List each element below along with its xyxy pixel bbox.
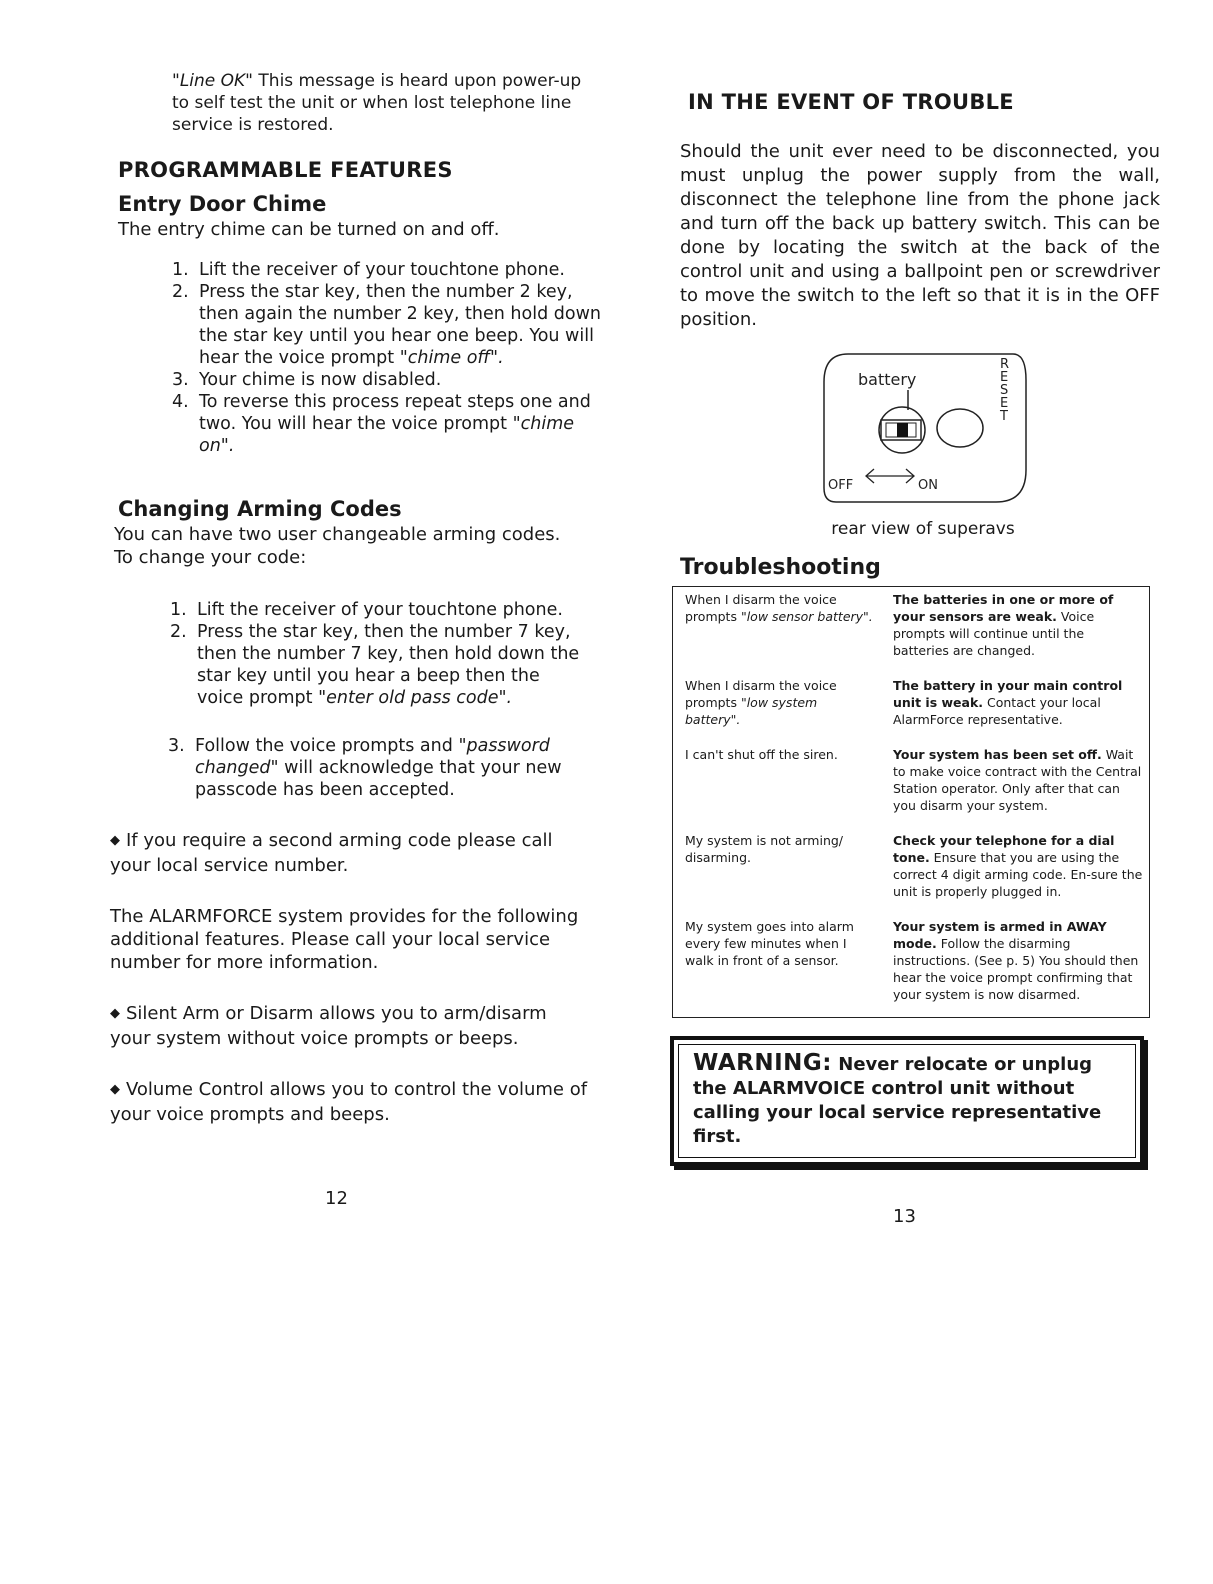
solution-cell: Check your telephone for a dial tone. Ensure that you are using the correct 4 digit arming code. En-sure the unit is properly plugged in. <box>893 833 1143 899</box>
problem-cell: My system is not arming/ disarming. <box>685 833 844 865</box>
disconnect-instructions: Should the unit ever need to be disconnected, you must unplug the power supply from the wall, disconnect the telephone line from the phone jack and turn off the back up battery switch. This can be done by locating the switch at the back of the control unit and using a ballpoint pen or screwdriver to move the switch to the left so that it is in the OFF position. <box>680 141 1160 330</box>
codes-step: 2. Press the star key, then the number 7 key, then the number 7 key, then hold down the star key until you hear a beep then the voice prompt "enter old pass code". <box>170 622 580 708</box>
codes-description: You can have two user changeable arming codes. To change your code: <box>114 524 561 568</box>
diagram-caption: rear view of superavs <box>831 519 1015 539</box>
event-of-trouble-heading: IN THE EVENT OF TROUBLE <box>688 90 1014 114</box>
right-page <box>680 90 1160 1166</box>
problem-cell: I can't shut off the siren. <box>685 747 838 762</box>
table-row <box>673 587 1150 674</box>
changing-arming-codes-heading: Changing Arming Codes <box>118 497 402 521</box>
warning-label: WARNING: <box>693 1050 832 1076</box>
chime-step: 4. To reverse this process repeat steps one and two. You will hear the voice prompt "chime on". <box>172 392 591 456</box>
svg-text:E: E <box>1000 396 1009 411</box>
table-row <box>673 914 1150 1018</box>
problem-cell: My system goes into alarm every few minutes when I walk in front of a sensor. <box>685 919 854 968</box>
problem-cell: When I disarm the voice prompts "low system battery". <box>685 678 837 727</box>
entry-door-chime-heading: Entry Door Chime <box>118 192 327 216</box>
troubleshooting-table <box>672 586 1150 1018</box>
page-number-left: 12 <box>325 1188 348 1209</box>
left-page <box>110 70 601 1126</box>
solution-cell: Your system has been set off. Wait to make voice contract with the Central Station operator. Only after that can you disarm your system. <box>893 747 1142 813</box>
volume-control-note: ◆ Volume Control allows you to control the volume of your voice prompts and beeps. <box>110 1079 588 1125</box>
svg-text:R: R <box>1000 357 1010 372</box>
table-row <box>673 742 1150 828</box>
reset-button-icon <box>937 409 983 447</box>
reset-label <box>999 357 1009 424</box>
solution-cell: Your system is armed in AWAY mode. Follow the disarming instructions. (See p. 5) You should then hear the voice prompt confirming that your system is now disarmed. <box>893 919 1139 1002</box>
solution-cell: The batteries in one or more of your sensors are weak. Voice prompts will continue until the batteries are changed. <box>893 592 1114 658</box>
codes-steps-list <box>170 599 590 709</box>
chime-step: 2. Press the star key, then the number 2 key, then again the number 2 key, then hold down the star key until you hear one beep. You will hear the voice prompt "chime off". <box>172 282 601 368</box>
warning-box <box>670 1036 1144 1166</box>
svg-text:T: T <box>1000 409 1008 424</box>
problem-cell: When I disarm the voice prompts "low sensor battery". <box>685 592 873 624</box>
diamond-bullet-icon: ◆ <box>110 833 120 848</box>
battery-switch-icon <box>879 407 925 453</box>
chime-description: The entry chime can be turned on and off. <box>118 219 500 240</box>
codes-step-3 <box>168 735 588 801</box>
table-row <box>673 673 1150 742</box>
troubleshooting-heading: Troubleshooting <box>680 555 881 580</box>
chime-step: 1. Lift the receiver of your touchtone phone. <box>172 260 565 280</box>
warning-text: Never relocate or unplug the ALARMVOICE control unit without calling your local service representative first. <box>693 1054 1102 1147</box>
line-ok-paragraph: "Line OK" This message is heard upon power-up to self test the unit or when lost telephone line service is restored. <box>172 71 582 135</box>
codes-step: 1. Lift the receiver of your touchtone phone. <box>170 600 563 620</box>
diamond-bullet-icon: ◆ <box>110 1006 120 1021</box>
features-intro: The ALARMFORCE system provides for the following additional features. Please call your local service number for more information. <box>110 906 579 973</box>
chime-steps-list <box>172 259 612 457</box>
second-code-note: ◆ If you require a second arming code please call your local service number. <box>110 830 553 876</box>
battery-label: battery <box>858 370 917 389</box>
codes-step: 3. Follow the voice prompts and "password changed" will acknowledge that your new passcode has been accepted. <box>168 736 562 800</box>
on-label: ON <box>918 478 938 493</box>
table-row <box>673 828 1150 914</box>
line-ok-label: "Line OK" <box>172 71 253 91</box>
rear-view-diagram <box>818 352 1038 507</box>
svg-text:S: S <box>1000 383 1009 398</box>
programmable-features-heading: PROGRAMMABLE FEATURES <box>118 158 453 182</box>
off-label: OFF <box>828 478 854 493</box>
svg-text:E: E <box>1000 370 1009 385</box>
solution-cell: The battery in your main control unit is weak. Contact your local AlarmForce representative. <box>893 678 1123 727</box>
page-number-right: 13 <box>893 1206 916 1227</box>
silent-arm-note: ◆ Silent Arm or Disarm allows you to arm/disarm your system without voice prompts or beeps. <box>110 1003 547 1049</box>
chime-step: 3. Your chime is now disabled. <box>172 370 442 390</box>
diamond-bullet-icon: ◆ <box>110 1082 120 1097</box>
double-arrow-icon <box>866 469 914 483</box>
